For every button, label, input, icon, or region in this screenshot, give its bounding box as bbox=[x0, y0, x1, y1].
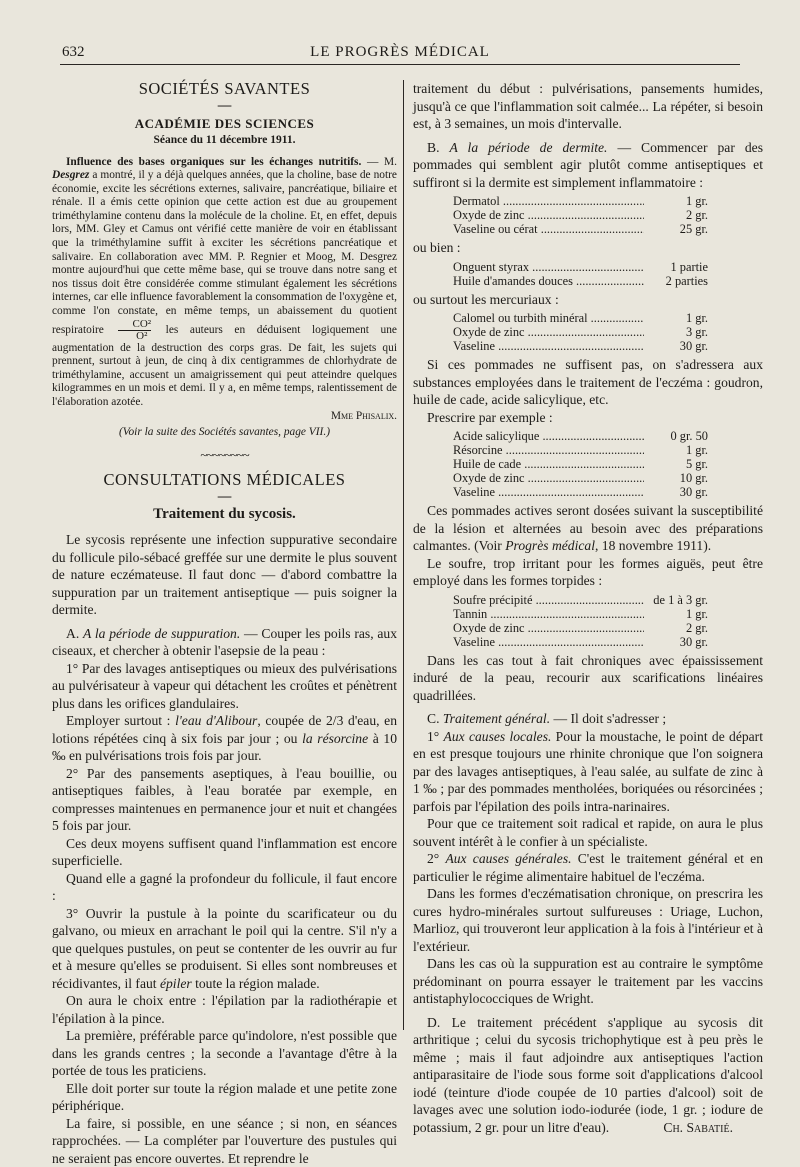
prescription-line bbox=[453, 443, 708, 457]
paragraph: La première, préférable parce qu'indolore, n'est possible que dans les grands centres ; la seconde a l'avantage d'être à la portée de tous les praticiens. bbox=[52, 1028, 397, 1079]
ingredient-name: Huile d'amandes douces ..... bbox=[453, 274, 644, 288]
paragraph: La faire, si possible, en une séance ; si non, en séances rapprochées. — La compléter par l'ouverture des pustules qui ne seraient pas encore ouvertes. Et reprendre le bbox=[52, 1115, 397, 1166]
ingredient-name: Huile de cade ..... bbox=[453, 457, 644, 471]
seance-date: Séance du 11 décembre 1911. bbox=[153, 134, 296, 146]
paragraph: Le soufre, trop irritant pour les formes aiguës, peut être employé dans les formes torpides : bbox=[413, 555, 763, 588]
prescription-line bbox=[453, 222, 708, 236]
paragraph: Elle doit porter sur toute la région malade et une petite zone périphérique. bbox=[52, 1080, 397, 1114]
ingredient-quantity: 30 gr. bbox=[679, 339, 708, 353]
academy-abstract: Influence des bases organiques sur les échanges nutritifs. — M. Desgrez a montré, il y a déjà quelques années, que la choline, base de notre économie, excite les sécrétions externes, salivaire, pancréatique, biliaire et rénale. Il a émis cette opinion que cette action est due au groupement triméthylamine contenu dans la molécule de la choline. Et, en effet, depuis lors, MM. Gley et Camus ont vérifié cette manière de voir en établissant que la triméthylamine suffit à exciter les sécrétions pancréatique et salivaire. En collaboration avec MM. P. Regnier et Moog, M. Desgrez montre aujourd'hui que cette même base, qui se trouve dans notre sang et nos tissus doit être considérée comme stimulant également les sécrétions internes, car elle influence favorablement la consommation de l'oxygène et, comme l'on constate, en même temps, un abaissement du quotient respiratoire $\frac{\text{CO²}}{\text{O²}}$ les auteurs en déduisent logiquement une augmentation de la destruction des corps gras. De fait, les sujets qui prennent, surtout à jeun, de cinq à dix centigrammes de chlorhydrate de triméthylamine, accusent un amaigrissement qui peut atteindre quelques kilogrammes en un mois et demi. Il y a, en même temps, ralentissement de l'élaboration azotée. bbox=[52, 155, 398, 408]
prescription-line bbox=[453, 471, 708, 485]
prescription-line bbox=[453, 621, 708, 635]
prescription-line bbox=[453, 485, 708, 499]
ingredient-name: Vaseline ..... bbox=[453, 635, 644, 649]
ingredient-name: Calomel ou turbith minéral ..... bbox=[453, 311, 644, 325]
prescription-4 bbox=[453, 429, 763, 499]
abstract-title: Influence des bases organiques sur les échanges nutritifs. bbox=[66, 155, 362, 168]
article-title: Traitement du sycosis. bbox=[153, 505, 296, 522]
section-title: SOCIÉTÉS SAVANTES bbox=[138, 79, 311, 98]
right-column bbox=[413, 80, 763, 1135]
consultations-title: CONSULTATIONS MÉDICALES bbox=[103, 470, 346, 490]
prescription-line bbox=[453, 339, 708, 353]
paragraph: Dans les cas où la suppuration est au contraire le symptôme prédominant on pourra essayer le traitement par les vaccins antistaphylococciques de Wright. bbox=[413, 956, 763, 1006]
ingredient-quantity: de 1 à 3 gr. bbox=[653, 592, 708, 607]
ingredient-name: Oxyde de zinc ..... bbox=[453, 471, 644, 485]
ingredient-quantity: 2 parties bbox=[665, 273, 708, 288]
paragraph: 2° Par des pansements aseptiques, à l'eau bouillie, ou antiseptiques faibles, à l'eau boratée par exemple, en compresses maintenues en permanence jour et nuit et changées 5 fois par jour. bbox=[52, 765, 397, 834]
section-d: D. Le traitement précédent s'applique au sycosis dit arthritique ; celui du sycosis trichophytique est à peu près le même ; mais il faut adjoindre aux antiseptiques l'action antiparasitaire de l'iode sous forme soit d'applications d'alcool iodé (teinture d'iode coupée de 10 parties d'alcool) soit de lavages avec une solution iodo-iodurée (iode, 1 gr. ; iodure de potassium, 2 gr. pour un litre d'eau). bbox=[413, 1014, 763, 1135]
paragraph: 1° Aux causes locales. Pour la moustache, le point de départ en est presque toujours une rhinite chronique que l'on soignera par des lavages antiseptiques, à l'eau salée, au sulfate de zinc à 1 ‰ ; par des pommades mentholées, boriquées ou résorcinées ; parfois par l'épilation des poils intra-narinaires. bbox=[413, 728, 763, 814]
section-b: B. A la période de dermite. — Commencer par des pommades qui semblent agir plutôt comme antiseptiques et suffiront si la dermite est simplement inflammatoire : bbox=[413, 139, 763, 190]
article-signature: Ch. Sabatié. bbox=[663, 1120, 733, 1135]
ingredient-quantity: 1 gr. bbox=[685, 311, 708, 325]
ingredient-name: Vaseline ..... bbox=[453, 485, 644, 499]
column-rule bbox=[403, 80, 404, 1030]
ingredient-quantity: 5 gr. bbox=[685, 457, 708, 471]
section-c: C. Traitement général. — Il doit s'adresser ; bbox=[427, 711, 667, 726]
ingredient-quantity: 2 gr. bbox=[685, 208, 708, 222]
ingredient-quantity: 0 gr. 50 bbox=[670, 429, 708, 443]
ingredient-name: Onguent styrax ..... bbox=[453, 260, 644, 274]
paragraph: 3° Ouvrir la pustule à la pointe du scarificateur ou du galvano, ou mieux en arrachant le poil qui la centre. S'il n'y a que quelques pustules, on peut se contenter de les ouvrir au fur et à mesure qu'elles se produisent. Si elles sont nombreuses et récidivantes, il faut épiler toute la région malade. bbox=[52, 905, 397, 991]
prescription-1 bbox=[453, 194, 763, 236]
paragraph: Ces pommades actives seront dosées suivant la susceptibilité de la lésion et alternées au besoin avec des préparations calmantes. (Voir Progrès médical, 18 novembre 1911). bbox=[413, 503, 763, 553]
ingredient-name: Vaseline ..... bbox=[453, 339, 644, 353]
ingredient-quantity: 30 gr. bbox=[679, 634, 708, 649]
paragraph: On aura le choix entre : l'épilation par la radiothérapie et l'épilation à la pince. bbox=[52, 993, 397, 1026]
prescription-3 bbox=[453, 311, 763, 353]
ingredient-quantity: 1 gr. bbox=[685, 606, 708, 621]
prescription-2 bbox=[453, 260, 763, 288]
academy-heading: ACADÉMIE DES SCIENCES bbox=[134, 115, 315, 131]
prescription-line bbox=[453, 325, 708, 339]
prescription-line bbox=[453, 593, 708, 607]
ingredient-quantity: 25 gr. bbox=[679, 222, 708, 236]
ingredient-name: Vaseline ou cérat ..... bbox=[453, 222, 644, 236]
journal-title: LE PROGRÈS MÉDICAL bbox=[310, 44, 490, 60]
paragraph: Dans les formes d'eczématisation chronique, on prescrira les cures hydro-minérales surtout sulfureuses : Uriage, Luchon, Marlioz, qui trouveront leur application à la fois à l'intérieur et à l'extérieur. bbox=[413, 886, 763, 954]
intro-paragraph: Le sycosis représente une infection suppurative secondaire du follicule pilo-sébacé greffée sur une dermite le plus souvent de nature eczémateuse. Il faut donc — d'abord combattre la suppuration par un traitement antiseptique — puis soigner la dermite. bbox=[52, 532, 397, 618]
page-number: 632 bbox=[62, 44, 85, 60]
ingredient-name: Résorcine ..... bbox=[453, 443, 644, 457]
ingredient-name: Oxyde de zinc ..... bbox=[453, 208, 644, 222]
paragraph: Dans les cas tout à fait chroniques avec épaississement induré de la peau, recourir aux scarifications linéaires quadrillées. bbox=[413, 652, 763, 703]
ingredient-quantity: 1 gr. bbox=[685, 194, 708, 208]
paragraph: Quand elle a gagné la profondeur du follicule, il faut encore : bbox=[52, 870, 397, 904]
ingredient-quantity: 3 gr. bbox=[685, 325, 708, 339]
prescription-line bbox=[453, 208, 708, 222]
section-a: A. A la période de suppuration. — Couper les poils ras, aux ciseaux, et chercher à obtenir l'asepsie de la peau : bbox=[52, 625, 398, 659]
ingredient-quantity: 1 partie bbox=[670, 259, 708, 274]
prescription-line bbox=[453, 457, 708, 471]
prescription-line bbox=[453, 635, 708, 649]
ingredient-quantity: 2 gr. bbox=[685, 620, 708, 635]
paragraph: Pour que ce traitement soit radical et rapide, on aura le plus souvent intérêt à le confier à un spécialiste. bbox=[413, 816, 763, 849]
prescription-line bbox=[453, 607, 708, 621]
left-column bbox=[52, 79, 398, 1166]
prescription-line bbox=[453, 260, 708, 274]
ou-surtout: ou surtout les mercuriaux : bbox=[413, 291, 559, 307]
ingredient-name: Acide salicylique ..... bbox=[453, 429, 644, 443]
paragraph: Employer surtout : l'eau d'Alibour, coupée de 2/3 d'eau, en lotions répétées cinq à six fois par jour ; ou la résorcine à 10 ‰ en pulvérisations trois fois par jour. bbox=[52, 713, 398, 764]
running-header bbox=[60, 44, 740, 65]
ingredient-quantity: 1 gr. bbox=[685, 443, 708, 457]
abstract-author: Desgrez bbox=[52, 169, 90, 182]
continued-paragraph: traitement du début : pulvérisations, pansements humides, jusqu'à ce que l'inflammation soit calmée... La répéter, si besoin est, à 3 semaines, un mois d'intervalle. bbox=[413, 81, 763, 131]
paragraph: Prescrire par exemple : bbox=[427, 409, 553, 425]
ingredient-name: Tannin ..... bbox=[453, 607, 644, 621]
prescription-line bbox=[453, 194, 708, 208]
ornament-divider: ~~~~~~~~ bbox=[200, 446, 249, 462]
title-dash: — bbox=[217, 96, 232, 112]
ingredient-name: Soufre précipité ..... bbox=[453, 593, 644, 607]
prescription-line bbox=[453, 311, 708, 325]
ingredient-name: Oxyde de zinc ..... bbox=[453, 325, 644, 339]
paragraph: Ces deux moyens suffisent quand l'inflammation est encore superficielle. bbox=[52, 835, 397, 869]
ingredient-name: Dermatol ..... bbox=[453, 194, 644, 208]
prescription-line bbox=[453, 429, 708, 443]
ingredient-quantity: 10 gr. bbox=[679, 471, 708, 485]
abstract-signature: Mme Phisalix. bbox=[330, 409, 397, 422]
paragraph: Si ces pommades ne suffisent pas, on s'adressera aux substances employées dans le traitement de l'eczéma : goudron, huile de cade, acide salicylique, etc. bbox=[413, 357, 763, 407]
paragraph: 1° Par des lavages antiseptiques ou mieux des pulvérisations au pulvérisateur à vapeur qui détachent les croûtes et pénètrent plus dans les orifices glandulaires. bbox=[52, 660, 397, 711]
paragraph: 2° Aux causes générales. C'est le traitement général et en particulier le régime alimentaire habituel de l'eczéma. bbox=[413, 851, 763, 884]
prescription-line bbox=[453, 274, 708, 288]
ingredient-name: Oxyde de zinc ..... bbox=[453, 621, 644, 635]
respiratory-quotient: $\frac{\text{CO²}}{\text{O²}}$ bbox=[118, 319, 151, 342]
prescription-5 bbox=[453, 593, 763, 649]
title-dash-2: — bbox=[217, 487, 232, 503]
see-more-note: (Voir la suite des Sociétés savantes, page VII.) bbox=[119, 426, 330, 439]
ou-bien: ou bien : bbox=[413, 240, 461, 255]
ingredient-quantity: 30 gr. bbox=[679, 485, 708, 499]
